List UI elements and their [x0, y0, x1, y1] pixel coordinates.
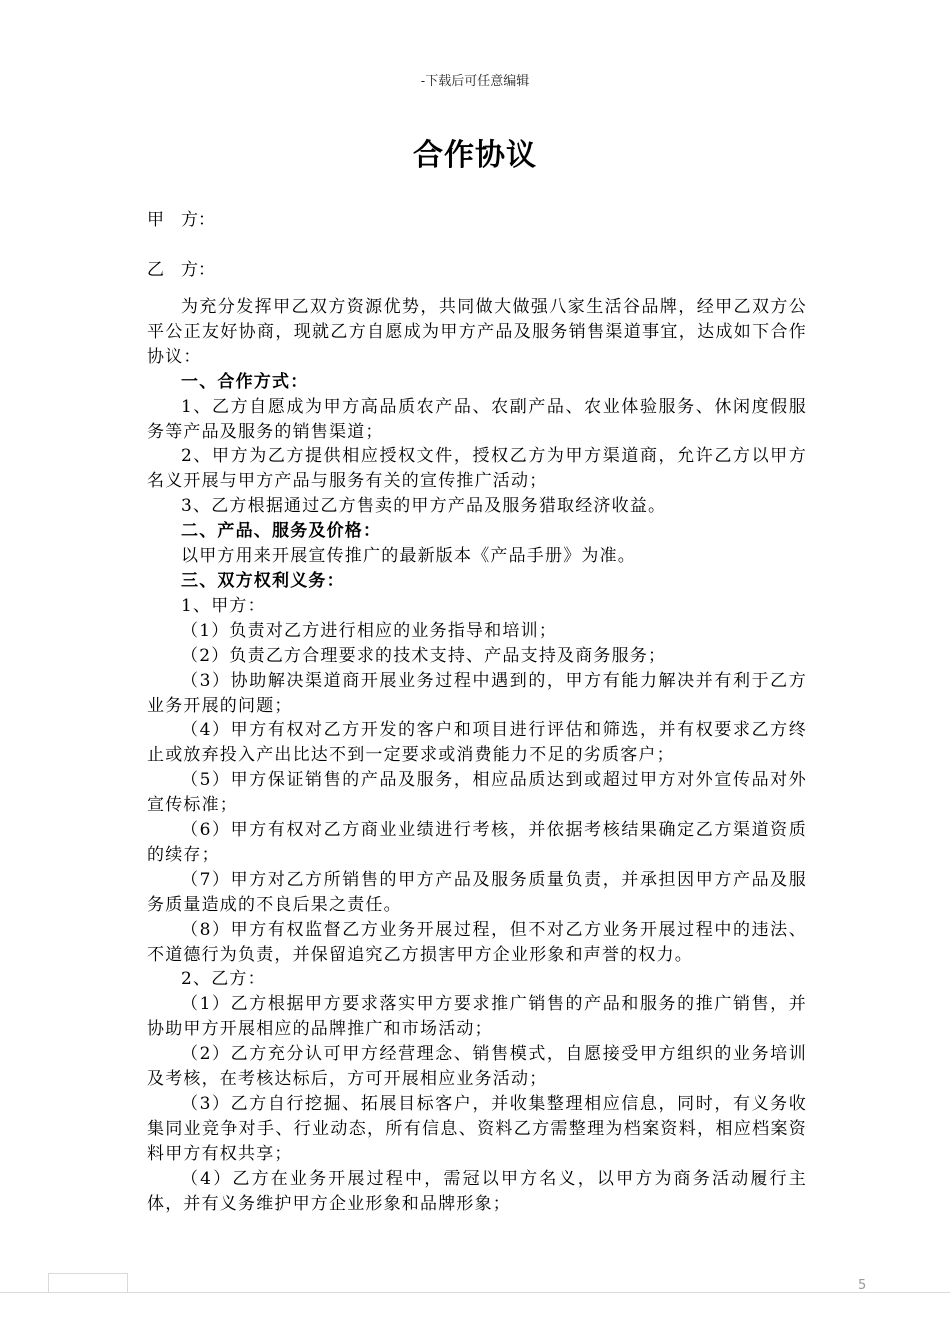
paragraph: 1、甲方： [181, 595, 266, 616]
party-b-label: 乙 方： [147, 260, 215, 280]
footer-divider [0, 1292, 950, 1293]
paragraph: （7）甲方对乙方所销售的甲方产品及服务质量负责，并承担因甲方产品及服务质量造成的不良后果之责任。 [147, 869, 807, 915]
paragraph: （3）乙方自行挖掘、拓展目标客户，并收集整理相应信息，同时，有义务收集同业竞争对手、行业动态，所有信息、资料乙方需整理为档案资料，相应档案资料甲方有权共享； [147, 1094, 807, 1164]
page-number: 5 [858, 1278, 867, 1293]
paragraph: （3）协助解决渠道商开展业务过程中遇到的，甲方有能力解决并有利于乙方业务开展的问题； [147, 670, 807, 716]
footer-tab [48, 1273, 128, 1293]
agreement-body [147, 295, 807, 1217]
paragraph: 为充分发挥甲乙双方资源优势，共同做大做强八家生活谷品牌，经甲乙双方公平公正友好协商，现就乙方自愿成为甲方产品及服务销售渠道事宜，达成如下合作协议： [147, 297, 807, 367]
paragraph: （2）负责乙方合理要求的技术支持、产品支持及商务服务； [181, 645, 667, 666]
document-title: 合作协议 [413, 138, 537, 173]
paragraph: （4）甲方有权对乙方开发的客户和项目进行评估和筛选，并有权要求乙方终止或放弃投入产出比达不到一定要求或消费能力不足的劣质客户； [147, 720, 807, 766]
party-a-label: 甲 方： [147, 210, 215, 230]
paragraph: （5）甲方保证销售的产品及服务，相应品质达到或超过甲方对外宣传品对外宣传标准； [147, 770, 807, 816]
paragraph: （2）乙方充分认可甲方经营理念、销售模式，自愿接受甲方组织的业务培训及考核，在考核达标后，方可开展相应业务活动； [147, 1044, 807, 1090]
paragraph: （4）乙方在业务开展过程中，需冠以甲方名义，以甲方为商务活动履行主体，并有义务维护甲方企业形象和品牌形象； [147, 1168, 807, 1214]
section-heading: 三、双方权利义务： [181, 570, 345, 591]
paragraph: 3、乙方根据通过乙方售卖的甲方产品及服务猎取经济收益。 [181, 496, 667, 517]
paragraph: （8）甲方有权监督乙方业务开展过程，但不对乙方业务开展过程中的违法、不道德行为负责，并保留追究乙方损害甲方企业形象和声誉的权力。 [147, 919, 807, 965]
paragraph: （1）负责对乙方进行相应的业务指导和培训； [181, 620, 558, 641]
paragraph: 1、乙方自愿成为甲方高品质农产品、农副产品、农业体验服务、休闲度假服务等产品及服务的销售渠道； [147, 396, 807, 442]
section-heading: 一、合作方式： [181, 371, 309, 392]
section-heading: 二、产品、服务及价格： [181, 521, 382, 542]
paragraph: 2、甲方为乙方提供相应授权文件，授权乙方为甲方渠道商，允许乙方以甲方名义开展与甲方产品与服务有关的宣传推广活动； [147, 446, 807, 492]
page-header-note: -下载后可任意编辑 [420, 74, 530, 89]
paragraph: 以甲方用来开展宣传推广的最新版本《产品手册》为准。 [181, 546, 636, 567]
paragraph: 2、乙方： [181, 969, 266, 990]
paragraph: （1）乙方根据甲方要求落实甲方要求推广销售的产品和服务的推广销售，并协助甲方开展相应的品牌推广和市场活动； [147, 994, 807, 1040]
paragraph: （6）甲方有权对乙方商业业绩进行考核，并依据考核结果确定乙方渠道资质的续存； [147, 820, 807, 865]
